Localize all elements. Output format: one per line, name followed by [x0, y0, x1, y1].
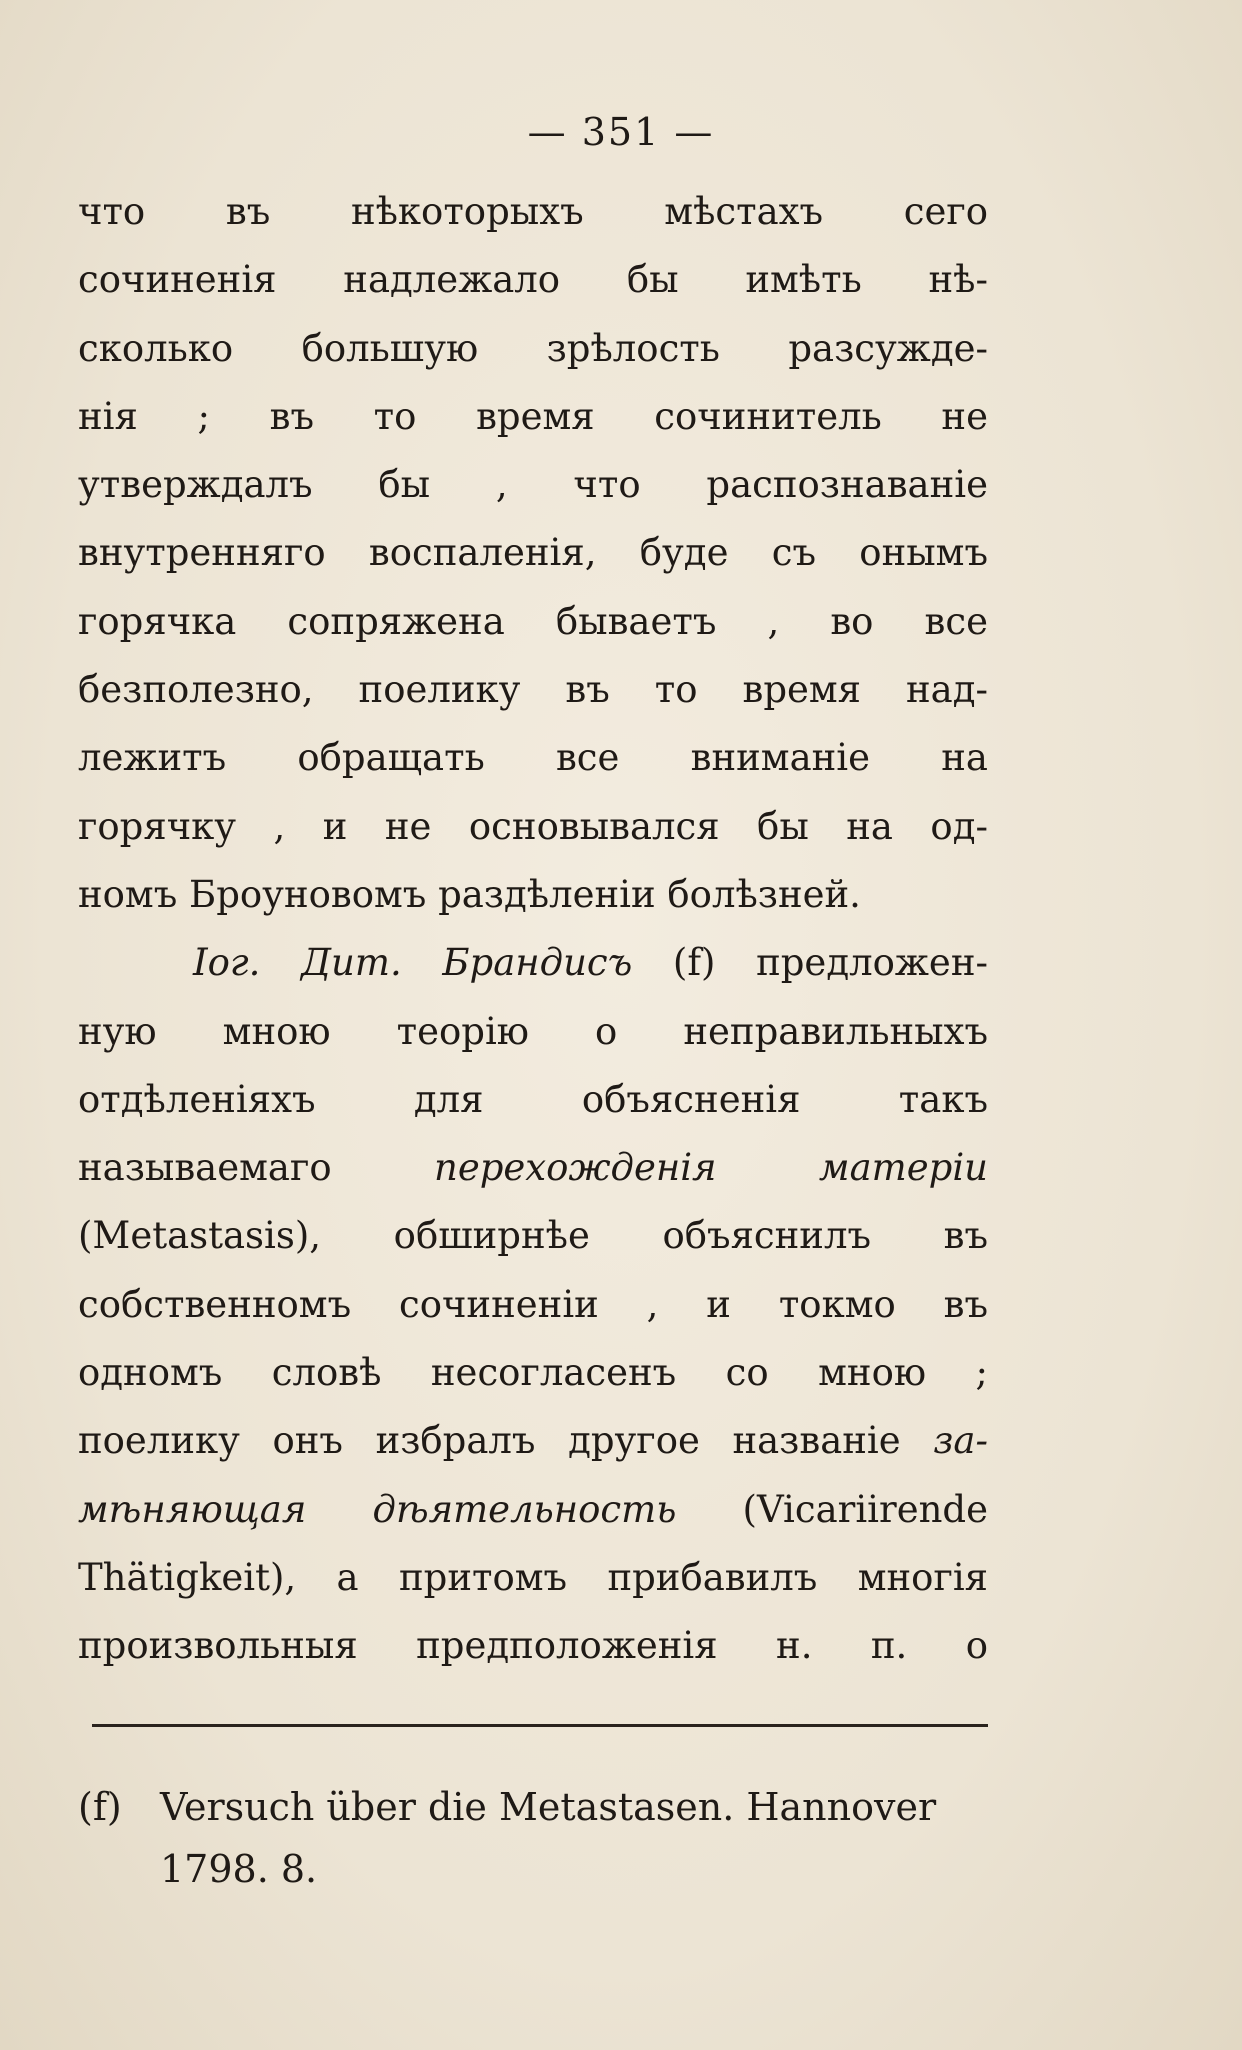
text-line: (Metastasis), обширнѣе объяснилъ въ [78, 1214, 988, 1258]
text-line: лежитъ обращать все вниманіе на [78, 736, 988, 780]
text-line [78, 1407, 988, 1475]
text-span: (Vicariirende [676, 1487, 989, 1531]
text-span: называемаго [78, 1146, 434, 1190]
footnote-text: Versuch über die Metastasen. Hannover [160, 1785, 937, 1829]
italic-term: мѣняющая дѣятельность [78, 1487, 677, 1531]
footnote-line [78, 1776, 998, 1838]
text-line: ную мною теорію о неправильныхъ [78, 1009, 988, 1053]
text-line: номъ Броуновомъ раздѣленіи болѣзней. [78, 872, 861, 916]
text-span: (f) предложен- [632, 941, 988, 985]
main-text [78, 178, 988, 1681]
text-line: Thätigkeit), а притомъ прибавилъ многія [78, 1555, 988, 1599]
footnote-mark: (f) [78, 1785, 122, 1829]
footnote-line: 1798. 8. [160, 1847, 318, 1891]
text-line [78, 1476, 988, 1544]
text-line: одномъ словѣ несогласенъ со мною ; [78, 1351, 988, 1395]
text-span: поелику онъ избралъ другое названіе [78, 1419, 934, 1463]
page-number: — 351 — [527, 110, 715, 154]
text-line: горячка сопряжена бываетъ , во все [78, 599, 988, 643]
italic-term: за- [933, 1419, 988, 1463]
text-line [78, 1134, 988, 1202]
author-name: Іог. Дит. Брандисъ [193, 941, 633, 985]
italic-term: перехожденія матеріи [434, 1146, 988, 1190]
text-line: сколько большую зрѣлость разсужде- [78, 326, 988, 370]
footnote-divider [92, 1724, 988, 1727]
text-line: собственномъ сочиненіи , и токмо въ [78, 1282, 988, 1326]
text-line: отдѣленіяхъ для объясненія такъ [78, 1077, 988, 1121]
text-line: утверждалъ бы , что распознаваніе [78, 463, 988, 507]
paragraph-start-line [78, 929, 988, 997]
footnote [78, 1776, 998, 1900]
text-line: горячку , и не основывался бы на од- [78, 804, 988, 848]
text-line: нія ; въ то время сочинитель не [78, 394, 988, 438]
text-line: безполезно, поелику въ то время над- [78, 668, 988, 712]
text-line: произвольныя предположенія н. п. о [78, 1624, 988, 1668]
text-line: внутренняго воспаленія, буде съ онымъ [78, 531, 988, 575]
text-line: что въ нѣкоторыхъ мѣстахъ сего [78, 190, 988, 233]
text-line: сочиненія надлежало бы имѣть нѣ- [78, 258, 988, 302]
